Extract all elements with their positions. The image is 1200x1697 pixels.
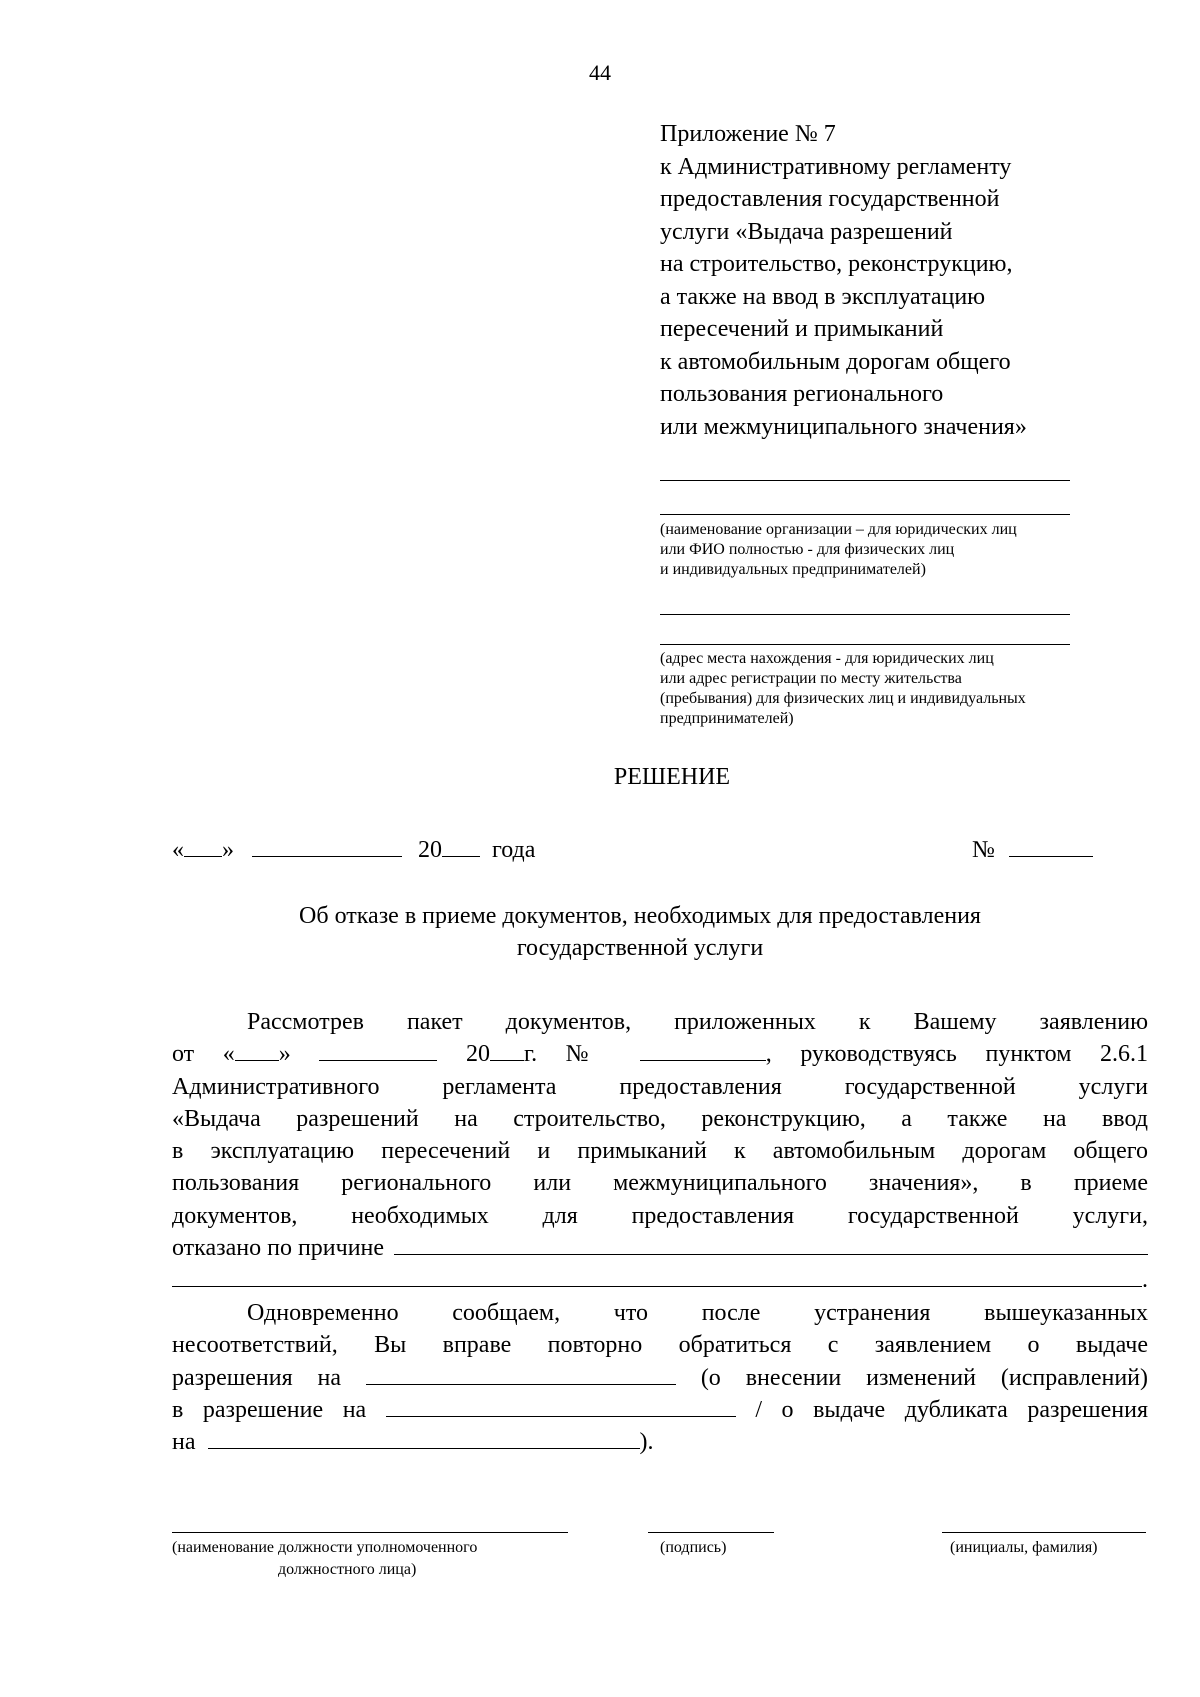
notice-line-amend (172, 1394, 1148, 1426)
recipient-note-line: и индивидуальных предпринимателей) (660, 561, 926, 578)
day-blank[interactable] (184, 834, 222, 857)
body-line: документов, необходимых для предоставления государственной услуги, (172, 1202, 1148, 1229)
refusal-paragraph (172, 1006, 1148, 1297)
name-label: (инициалы, фамилия) (950, 1539, 1098, 1556)
notice-on-label: на (172, 1429, 196, 1456)
appendix-line: Приложение № 7 (660, 121, 836, 147)
notice-paragraph (172, 1297, 1148, 1458)
page-number: 44 (589, 60, 611, 85)
body-year-prefix: 20 (465, 1041, 490, 1068)
appendix-line: услуги «Выдача разрешений (660, 218, 953, 245)
body-line: Административного регламента предоставления государственной услуги (172, 1073, 1148, 1100)
recipient-note-line: (наименование организации – для юридических лиц (660, 521, 1017, 538)
appendix-line: пользования регионального (660, 381, 944, 407)
date-line (172, 834, 535, 864)
body-line: в эксплуатацию пересечений и примыканий к автомобильным дорогам общего (172, 1138, 1148, 1165)
signature-blank-line[interactable] (648, 1532, 774, 1533)
notice-line-permit (172, 1362, 1148, 1394)
body-line-reason (172, 1232, 1148, 1264)
body-line: пользования регионального или межмуниципального значения», в приеме (172, 1170, 1148, 1197)
body-close-quote: » (278, 1041, 291, 1068)
appendix-line: к автомобильным дорогам общего (660, 348, 1011, 375)
appendix-line: пересечений и примыканий (660, 316, 944, 342)
address-note-line: (пребывания) для физических лиц и индивидуальных (660, 690, 1026, 707)
document-title: РЕШЕНИЕ (613, 764, 731, 790)
subject-line: Об отказе в приеме документов, необходимых для предоставления (299, 903, 981, 929)
number-line (972, 834, 1093, 864)
subject-line: государственной услуги (516, 935, 764, 961)
position-label: (наименование должности уполномоченного (172, 1539, 478, 1556)
body-from: от « (172, 1041, 235, 1068)
body-number-sign: г. № (523, 1041, 612, 1068)
notice-line-duplicate (172, 1426, 1148, 1458)
permit-for-blank[interactable] (366, 1362, 676, 1385)
recipient-blank-line[interactable] (660, 480, 1070, 481)
reason-blank-continued[interactable] (172, 1264, 1142, 1287)
name-blank-line[interactable] (942, 1532, 1146, 1533)
notice-permit-label: разрешения на (172, 1364, 342, 1391)
address-note (660, 649, 1120, 729)
address-note-line: (адрес места нахождения - для юридических лиц (660, 650, 994, 667)
address-note-line: или адрес регистрации по месту жительства (660, 670, 962, 687)
year-prefix: 20 (418, 837, 442, 863)
appendix-header (660, 118, 1140, 443)
notice-amend-label: (о внесении изменений (исправлений) (700, 1364, 1149, 1391)
body-line-reason-cont (172, 1264, 1148, 1296)
address-note-line: предпринимателей) (660, 710, 794, 727)
notice-line: Одновременно сообщаем, что после устранения вышеуказанных (247, 1300, 1148, 1326)
position-blank-line[interactable] (172, 1532, 568, 1533)
decision-subject (200, 900, 1080, 964)
body-line: Рассмотрев пакет документов, приложенных к Вашему заявлению (247, 1009, 1148, 1035)
notice-closing: ). (639, 1429, 654, 1456)
notice-duplicate-label: / о выдаче дубликата разрешения (755, 1396, 1149, 1423)
position-label-cont: должностного лица) (278, 1561, 417, 1578)
body-guided-by: , руководствуясь пунктом 2.6.1 (765, 1041, 1148, 1068)
recipient-blank-line[interactable] (660, 514, 1070, 515)
number-sign: № (972, 837, 995, 863)
address-blank-line[interactable] (660, 644, 1070, 645)
recipient-note-line: или ФИО полностью - для физических лиц (660, 541, 955, 558)
amend-permit-blank[interactable] (386, 1394, 736, 1417)
notice-into-permit-label: в разрешение на (172, 1396, 367, 1423)
notice-line: несоответствий, Вы вправе повторно обратиться с заявлением о выдаче (172, 1332, 1148, 1359)
address-blank-line[interactable] (660, 614, 1070, 615)
month-blank[interactable] (252, 834, 402, 857)
reason-blank[interactable] (394, 1232, 1148, 1255)
appendix-line: предоставления государственной (660, 186, 1000, 212)
date-open-quote: « (172, 837, 184, 863)
appendix-line: на строительство, реконструкцию, (660, 251, 1013, 277)
application-day-blank[interactable] (235, 1038, 279, 1061)
application-year-blank[interactable] (490, 1038, 524, 1061)
duplicate-blank[interactable] (208, 1426, 640, 1449)
recipient-note (660, 520, 1120, 580)
refused-reason-label: отказано по причине (172, 1235, 385, 1262)
application-month-blank[interactable] (319, 1038, 437, 1061)
year-suffix: года (492, 837, 536, 863)
signature-label: (подпись) (660, 1539, 727, 1556)
number-blank[interactable] (1009, 834, 1093, 857)
reason-period: . (1142, 1267, 1148, 1294)
body-line: «Выдача разрешений на строительство, реконструкцию, а также на ввод (172, 1105, 1148, 1132)
body-line-date (172, 1038, 1148, 1070)
date-close-quote: » (222, 837, 234, 863)
year-blank[interactable] (442, 834, 480, 857)
appendix-line: а также на ввод в эксплуатацию (660, 283, 986, 310)
appendix-line: к Административному регламенту (660, 153, 1012, 180)
application-number-blank[interactable] (640, 1038, 766, 1061)
appendix-line: или межмуниципального значения» (660, 413, 1027, 440)
